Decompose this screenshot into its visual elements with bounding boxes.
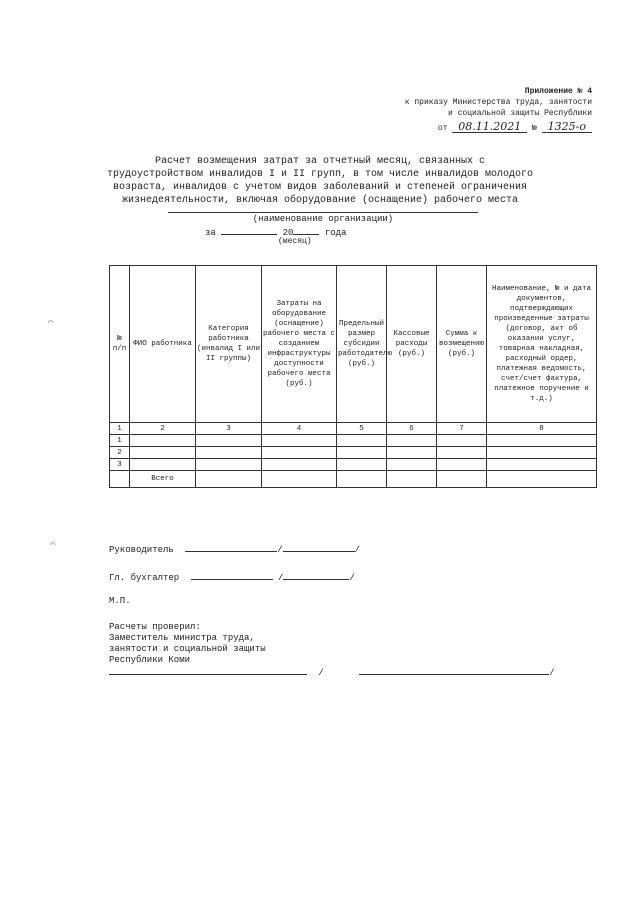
month-field[interactable] <box>221 225 277 235</box>
accountant-label: Гл. бухгалтер <box>109 573 180 583</box>
organization-caption: (наименование организации) <box>252 214 394 224</box>
order-line: к приказу Министерства труда, занятости <box>404 98 592 107</box>
title-line-4: жизнедеятельности, включая оборудование (оснащение) рабочего места <box>121 195 519 206</box>
table-cell[interactable] <box>130 447 196 459</box>
order-date: 08.11.2021 <box>452 121 527 133</box>
document-title <box>80 155 560 207</box>
table-cell[interactable] <box>487 459 597 471</box>
table-cell[interactable] <box>387 447 437 459</box>
table-cell[interactable] <box>437 435 487 447</box>
table-cell[interactable] <box>487 435 597 447</box>
appendix-header <box>405 86 592 134</box>
month-caption: (месяц) <box>278 237 312 246</box>
column-number: 2 <box>130 423 196 435</box>
column-number: 4 <box>262 423 337 435</box>
table-cell[interactable] <box>337 447 387 459</box>
table-cell[interactable] <box>387 459 437 471</box>
accountant-signature-field[interactable] <box>191 570 273 580</box>
table-cell[interactable] <box>262 471 337 488</box>
header-cell: Кассовые расходы (руб.) <box>387 266 437 423</box>
head-label: Руководитель <box>109 545 174 555</box>
column-number: 6 <box>387 423 437 435</box>
header-cell: ФИО работника <box>130 266 196 423</box>
header-cell: Наименование, № и дата документов, подтверждающих произведенные затраты (договор, акт об оказании услуг, товарная накладная, расходный ордер, платежная ведомость, счет/счет фактура, платежное поручение и т.д.) <box>487 266 597 423</box>
order-number: 1325-о <box>542 121 592 133</box>
head-name-field[interactable] <box>283 542 355 552</box>
head-signature-field[interactable] <box>185 542 277 552</box>
table-cell[interactable] <box>337 435 387 447</box>
header-cell: Предельный размер субсидии работодателю (руб.) <box>337 266 387 423</box>
table-cell[interactable] <box>196 435 262 447</box>
header-cell: № п/п <box>110 266 130 423</box>
column-number: 7 <box>437 423 487 435</box>
checker-block <box>109 622 266 666</box>
column-number: 1 <box>110 423 130 435</box>
table-header-row <box>110 266 597 423</box>
table-cell[interactable] <box>437 459 487 471</box>
table-cell[interactable] <box>196 471 262 488</box>
checker-name-field[interactable] <box>359 665 549 675</box>
title-line-1: Расчет возмещения затрат за отчетный месяц, связанных с <box>154 156 486 167</box>
table-cell[interactable] <box>262 447 337 459</box>
row-number: 3 <box>110 459 130 471</box>
row-number: 2 <box>110 447 130 459</box>
checker-line-2: занятости и социальной защиты <box>109 644 266 654</box>
title-line-2: трудоустройством инвалидов I и II групп, в том числе инвалидов молодого <box>106 169 534 180</box>
head-signature-line: Руководитель / / <box>109 542 360 555</box>
period-line <box>205 225 465 238</box>
stamp-label: М.П. <box>109 596 131 606</box>
appendix-title: Приложение № 4 <box>524 87 592 96</box>
margin-mark: ⌒ <box>48 318 54 328</box>
table-cell[interactable] <box>262 435 337 447</box>
header-cell: Затраты на оборудование (оснащение) рабочего места с созданием инфраструктуры доступности рабочего места (руб.) <box>262 266 337 423</box>
table-cell[interactable] <box>130 435 196 447</box>
checker-signature-line: / / <box>109 665 555 678</box>
column-number: 3 <box>196 423 262 435</box>
checker-line-3: Республики Коми <box>109 655 191 665</box>
organization-name-field[interactable] <box>168 212 478 224</box>
number-prefix: № <box>532 124 537 133</box>
year-field[interactable] <box>293 225 319 235</box>
table-row <box>110 447 597 459</box>
table-cell[interactable] <box>196 459 262 471</box>
order-date-line <box>405 121 592 134</box>
table-cell[interactable] <box>387 435 437 447</box>
table-cell[interactable] <box>487 471 597 488</box>
title-line-3: возраста, инвалидов с учетом видов заболеваний и степеней ограничения <box>112 182 528 193</box>
header-cell: Сумма к возмещению (руб.) <box>437 266 487 423</box>
date-prefix: от <box>437 124 448 133</box>
table-cell[interactable] <box>337 459 387 471</box>
table-row <box>110 459 597 471</box>
total-row <box>110 471 597 488</box>
table-cell[interactable] <box>387 471 437 488</box>
table-cell[interactable] <box>196 447 262 459</box>
table-cell[interactable] <box>437 471 487 488</box>
table-cell[interactable] <box>262 459 337 471</box>
order-line-2: и социальной защиты Республики <box>447 109 592 118</box>
year-suffix: года <box>324 228 347 238</box>
table-cell[interactable] <box>337 471 387 488</box>
column-number: 5 <box>337 423 387 435</box>
accountant-name-field[interactable] <box>283 570 349 580</box>
row-number: 1 <box>110 435 130 447</box>
checker-signature-field[interactable] <box>109 665 307 675</box>
for-label: за <box>205 228 216 238</box>
table-cell <box>110 471 130 488</box>
column-number: 8 <box>487 423 597 435</box>
checked-label: Расчеты проверил: <box>109 622 201 632</box>
table-cell[interactable] <box>130 459 196 471</box>
table-cell[interactable] <box>487 447 597 459</box>
year-prefix: 20 <box>282 228 294 238</box>
compensation-table <box>109 265 597 488</box>
table-row <box>110 435 597 447</box>
total-label: Всего <box>130 471 196 488</box>
table-cell[interactable] <box>437 447 487 459</box>
column-number-row <box>110 423 597 435</box>
header-cell: Категория работника (инвалид I или II группы) <box>196 266 262 423</box>
margin-mark: ⌒ <box>50 540 56 550</box>
accountant-signature-line: Гл. бухгалтер / / <box>109 570 355 583</box>
checker-line-1: Заместитель министра труда, <box>109 633 255 643</box>
